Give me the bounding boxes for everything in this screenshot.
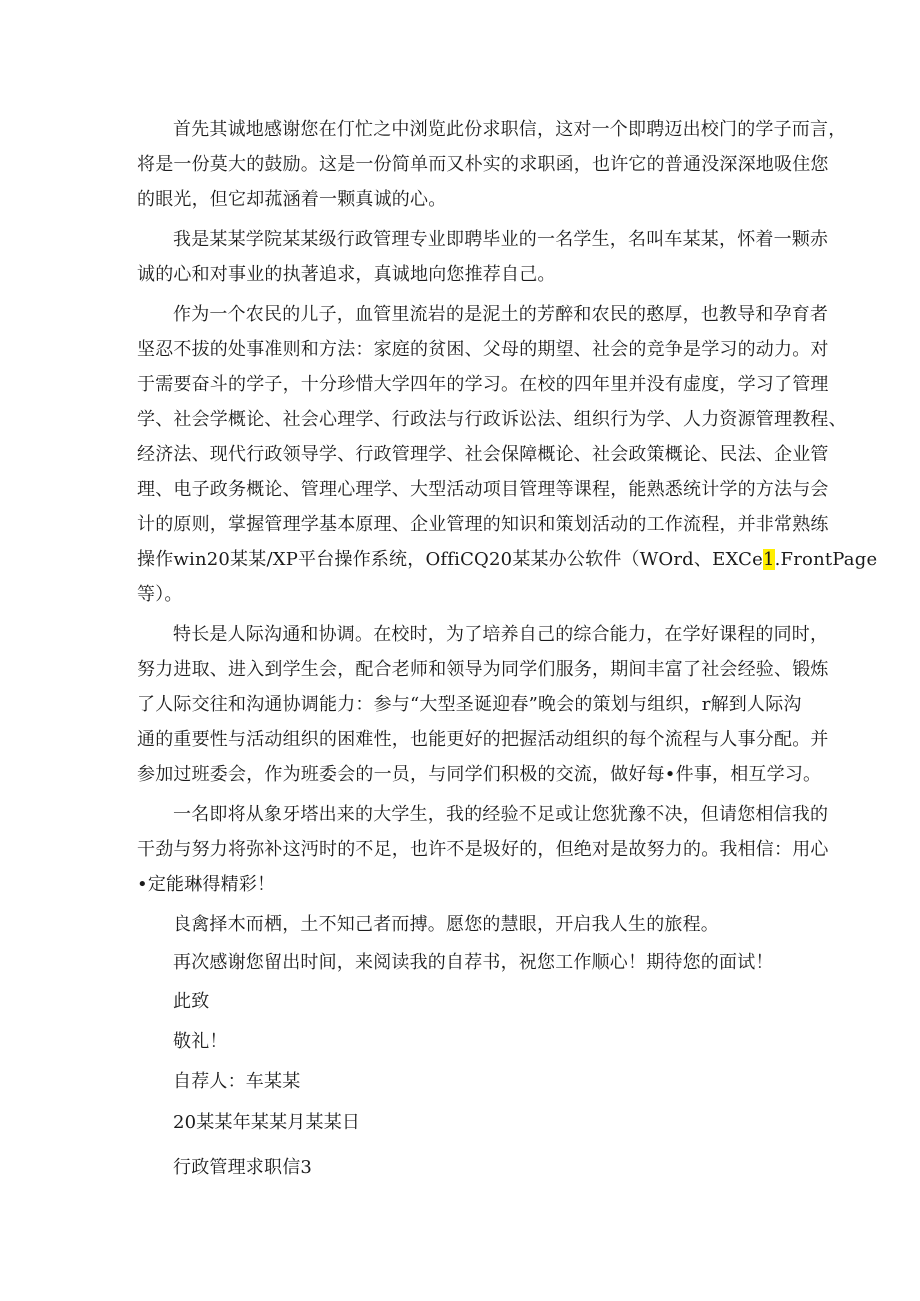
paragraph-2-line-2: 诚的心和对事业的执著追求，真诚地向您推荐自己。: [137, 264, 556, 285]
paragraph-3-line-5: 经济法、现代行政领导学、行政管理学、社会保障概论、社会政策概论、民法、企业管: [137, 444, 829, 465]
highlighted-text: 1: [762, 549, 775, 570]
signer-line: 自荐人：车某某: [173, 1071, 301, 1092]
paragraph-4-line-4: 通的重要性与活动组织的困难性，也能更好的把握活动组织的每个流程与人事分配。并: [137, 729, 829, 750]
paragraph-3-line-8-before: 操作win20某某/XP平台操作系统，OffiCQ20某某办公软件（WOrd、EXCe: [137, 549, 763, 570]
date-line: 20某某年某某月某某日: [173, 1112, 361, 1133]
paragraph-4-line-3: 了人际交往和沟通协调能力：参与“大型圣诞迎春”晚会的策划与组织，r解到人际沟: [137, 694, 802, 715]
paragraph-6: 良禽择木而栖，土不知己者而搏。愿您的慧眼，开启我人生的旅程。: [173, 914, 719, 935]
paragraph-7: 再次感谢您留出时间，来阅读我的自荐书，祝您工作顺心！期待您的面试！: [173, 952, 774, 973]
paragraph-4-line-2: 努力进取、进入到学生会，配合老师和领导为同学们服务，期间丰富了社会经验、锻炼: [137, 659, 829, 680]
paragraph-2-line-1: 我是某某学院某某级行政管理专业即聘毕业的一名学生，名叫车某某，怀着一颗赤: [173, 229, 829, 250]
paragraph-3-line-7: 计的原则，掌握管理学基本原理、企业管理的知识和策划活动的工作流程，并非常熟练: [137, 514, 829, 535]
paragraph-1-line-1: 首先其诚地感谢您在仃忙之中浏览此份求职信，这对一个即聘迈出校门的学子而言，: [173, 119, 847, 140]
paragraph-5-line-1: 一名即将从象牙塔出来的大学生，我的经验不足或让您犹豫不决，但请您相信我的: [173, 804, 829, 825]
next-section-title: 行政管理求职信3: [173, 1157, 313, 1178]
paragraph-3-line-9: 等）。: [137, 584, 183, 605]
paragraph-3-line-4: 学、社会学概论、社会心理学、行政法与行政诉讼法、组织行为学、人力资源管理教程、: [137, 409, 847, 430]
closing-salutation: 此致: [173, 991, 210, 1012]
paragraph-3-line-3: 于需要奋斗的学子，十分珍惜大学四年的学习。在校的四年里并没有虚度，学习了管理: [137, 374, 829, 395]
paragraph-5-line-2: 干劲与努力将弥补这沔时的不足，也许不是圾好的，但绝对是故努力的。我相信：用心: [137, 839, 829, 860]
paragraph-3-line-8: [137, 548, 877, 572]
paragraph-3-line-1: 作为一个农民的儿子，血管里流岩的是泥土的芳醉和农民的憨厚，也教导和孕育者: [173, 304, 829, 325]
paragraph-1-line-3: 的眼光，但它却菰涵着一颗真诚的心。: [137, 189, 447, 210]
paragraph-4-line-1: 特长是人际沟通和协调。在校时，为了培养自己的综合能力，在学好课程的同时，: [173, 624, 829, 645]
paragraph-4-line-5: 参加过班委会，作为班委会的一员，与同学们积极的交流，做好每•件事，相互学习。: [137, 764, 822, 785]
paragraph-5-line-3: •定能琳得精彩！: [137, 874, 276, 895]
paragraph-3-line-6: 理、电子政务概论、管理心理学、大型活动项目管理等课程，能熟悉统计学的方法与会: [137, 479, 829, 500]
closing-regards: 敬礼！: [173, 1031, 228, 1052]
paragraph-3-line-2: 坚忍不拔的处事准则和方法：家庭的贫困、父母的期望、社会的竞争是学习的动力。对: [137, 339, 829, 360]
paragraph-3-line-8-after: .FrontPage: [774, 549, 878, 570]
paragraph-1-line-2: 将是一份莫大的鼓励。这是一份简单而又朴实的求职函，也许它的普通没深深地吸住您: [137, 154, 829, 175]
